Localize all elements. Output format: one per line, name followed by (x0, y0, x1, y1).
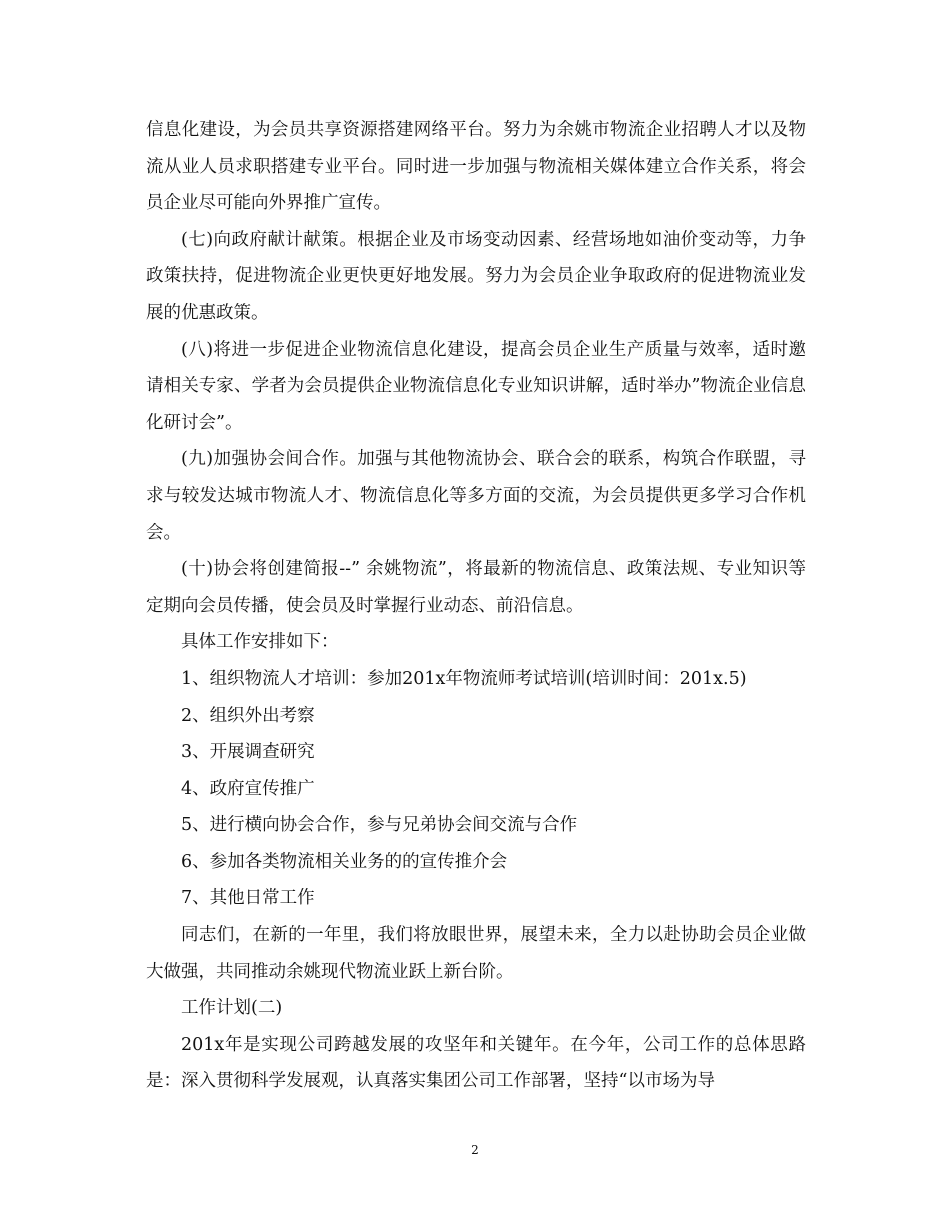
paragraph: 201x年是实现公司跨越发展的攻坚年和关键年。在今年，公司工作的总体思路是：深入贯彻科学发展观，认真落实集团公司工作部署，坚持“以市场为导 (146, 1034, 806, 1092)
paragraph: (九)加强协会间合作。加强与其他物流协会、联合会的联系，构筑合作联盟，寻求与较发达城市物流人才、物流信息化等多方面的交流，为会员提供更多学习合作机会。 (146, 449, 806, 543)
paragraph: 5、进行横向协会合作，参与兄弟协会间交流与合作 (181, 815, 578, 836)
paragraph: (十)协会将创建简报--” 余姚物流”，将最新的物流信息、政策法规、专业知识等定期向会员传播，使会员及时掌握行业动态、前沿信息。 (146, 559, 806, 616)
paragraph: (八)将进一步促进企业物流信息化建设，提高会员企业生产质量与效率，适时邀请相关专家、学者为会员提供企业物流信息化专业知识讲解，适时举办”物流企业信息化研讨会”。 (146, 339, 806, 433)
paragraph: 4、政府宣传推广 (181, 778, 315, 799)
paragraph: 信息化建设，为会员共享资源搭建网络平台。努力为余姚市物流企业招聘人才以及物流从业人员求职搭建专业平台。同时进一步加强与物流相关媒体建立合作关系，将会员企业尽可能向外界推广宣传。 (146, 120, 806, 214)
paragraph: 6、参加各类物流相关业务的的宣传推介会 (181, 851, 508, 872)
paragraph: 具体工作安排如下： (181, 632, 339, 653)
paragraph: (七)向政府献计献策。根据企业及市场变动因素、经营场地如油价变动等，力争政策扶持，促进物流企业更快更好地发展。努力为会员企业争取政府的促进物流业发展的优惠政策。 (146, 229, 806, 323)
page-number: 2 (471, 1143, 479, 1157)
paragraph: 同志们，在新的一年里，我们将放眼世界，展望未来，全力以赴协助会员企业做大做强，共同推动余姚现代物流业跃上新台阶。 (146, 925, 806, 982)
paragraph: 工作计划(二) (181, 998, 283, 1019)
paragraph: 3、开展调查研究 (181, 742, 315, 763)
paragraph: 2、组织外出考察 (181, 705, 315, 726)
paragraph: 7、其他日常工作 (181, 888, 315, 909)
paragraph: 1、组织物流人才培训：参加201x年物流师考试培训(培训时间：201x.5) (181, 668, 747, 689)
document-body (146, 112, 806, 1100)
